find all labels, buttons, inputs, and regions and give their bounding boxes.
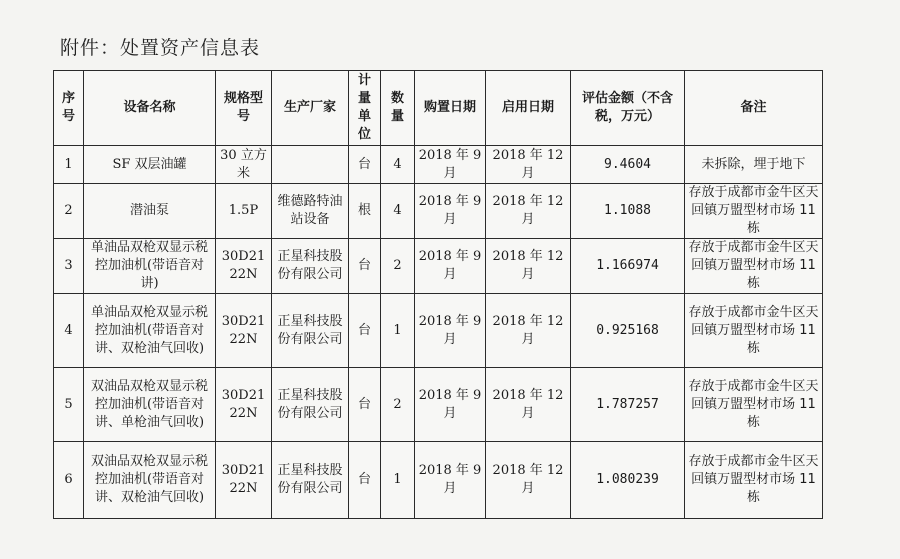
- header-row: [54, 71, 823, 146]
- cell-start-date: 2018 年 12 月: [486, 146, 571, 184]
- cell-name: 双油品双枪双显示税控加油机(带语音对讲、单枪油气回收): [84, 368, 216, 442]
- cell-qty: 1: [381, 294, 415, 368]
- header-maker: 生产厂家: [272, 71, 349, 146]
- cell-seq: 5: [54, 368, 84, 442]
- cell-qty: 4: [381, 184, 415, 239]
- header-notes: 备注: [685, 71, 823, 146]
- cell-name: SF 双层油罐: [84, 146, 216, 184]
- cell-qty: 2: [381, 368, 415, 442]
- cell-seq: 2: [54, 184, 84, 239]
- cell-purchase-date: 2018 年 9 月: [415, 146, 486, 184]
- cell-spec: 1.5P: [216, 184, 272, 239]
- table-row: [54, 294, 823, 368]
- cell-value: 1.1088: [571, 184, 685, 239]
- cell-name: 单油品双枪双显示税控加油机(带语音对讲、双枪油气回收): [84, 294, 216, 368]
- cell-maker: 正星科技股份有限公司: [272, 442, 349, 519]
- cell-start-date: 2018 年 12 月: [486, 184, 571, 239]
- cell-spec: 30 立方米: [216, 146, 272, 184]
- table-row: [54, 442, 823, 519]
- header-seq: 序号: [54, 71, 84, 146]
- table-row: [54, 239, 823, 294]
- cell-start-date: 2018 年 12 月: [486, 368, 571, 442]
- header-value: 评估金额（不含税，万元）: [571, 71, 685, 146]
- cell-name: 潜油泵: [84, 184, 216, 239]
- cell-maker: [272, 146, 349, 184]
- cell-unit: 台: [349, 442, 381, 519]
- cell-start-date: 2018 年 12 月: [486, 239, 571, 294]
- cell-unit: 台: [349, 294, 381, 368]
- cell-notes: 存放于成都市金牛区天回镇万盟型材市场 11 栋: [685, 442, 823, 519]
- cell-unit: 台: [349, 239, 381, 294]
- header-purchase-date: 购置日期: [415, 71, 486, 146]
- cell-maker: 正星科技股份有限公司: [272, 239, 349, 294]
- cell-unit: 根: [349, 184, 381, 239]
- cell-value: 1.787257: [571, 368, 685, 442]
- cell-spec: 30D2122N: [216, 239, 272, 294]
- cell-maker: 正星科技股份有限公司: [272, 294, 349, 368]
- cell-seq: 1: [54, 146, 84, 184]
- cell-unit: 台: [349, 146, 381, 184]
- page-title: 附件：处置资产信息表: [60, 37, 261, 59]
- cell-notes: 存放于成都市金牛区天回镇万盟型材市场 11 栋: [685, 294, 823, 368]
- cell-value: 9.4604: [571, 146, 685, 184]
- cell-qty: 4: [381, 146, 415, 184]
- cell-spec: 30D2122N: [216, 442, 272, 519]
- cell-purchase-date: 2018 年 9 月: [415, 239, 486, 294]
- cell-value: 1.080239: [571, 442, 685, 519]
- header-start-date: 启用日期: [486, 71, 571, 146]
- table-row: [54, 184, 823, 239]
- cell-purchase-date: 2018 年 9 月: [415, 368, 486, 442]
- cell-name: 单油品双枪双显示税控加油机(带语音对讲): [84, 239, 216, 294]
- cell-seq: 4: [54, 294, 84, 368]
- table-row: [54, 368, 823, 442]
- cell-maker: 正星科技股份有限公司: [272, 368, 349, 442]
- cell-spec: 30D2122N: [216, 368, 272, 442]
- cell-seq: 6: [54, 442, 84, 519]
- cell-unit: 台: [349, 368, 381, 442]
- table-row: [54, 146, 823, 184]
- cell-maker: 维德路特油站设备: [272, 184, 349, 239]
- cell-name: 双油品双枪双显示税控加油机(带语音对讲、双枪油气回收): [84, 442, 216, 519]
- cell-qty: 2: [381, 239, 415, 294]
- cell-notes: 存放于成都市金牛区天回镇万盟型材市场 11 栋: [685, 184, 823, 239]
- header-qty: 数量: [381, 71, 415, 146]
- cell-purchase-date: 2018 年 9 月: [415, 294, 486, 368]
- cell-value: 1.166974: [571, 239, 685, 294]
- cell-notes: 存放于成都市金牛区天回镇万盟型材市场 11 栋: [685, 368, 823, 442]
- cell-seq: 3: [54, 239, 84, 294]
- cell-notes: 存放于成都市金牛区天回镇万盟型材市场 11 栋: [685, 239, 823, 294]
- asset-table: [53, 70, 823, 519]
- cell-spec: 30D2122N: [216, 294, 272, 368]
- header-unit: 计量单位: [349, 71, 381, 146]
- cell-start-date: 2018 年 12 月: [486, 442, 571, 519]
- header-spec: 规格型号: [216, 71, 272, 146]
- cell-notes: 未拆除，埋于地下: [685, 146, 823, 184]
- cell-start-date: 2018 年 12 月: [486, 294, 571, 368]
- cell-purchase-date: 2018 年 9 月: [415, 442, 486, 519]
- header-name: 设备名称: [84, 71, 216, 146]
- cell-purchase-date: 2018 年 9 月: [415, 184, 486, 239]
- cell-value: 0.925168: [571, 294, 685, 368]
- cell-qty: 1: [381, 442, 415, 519]
